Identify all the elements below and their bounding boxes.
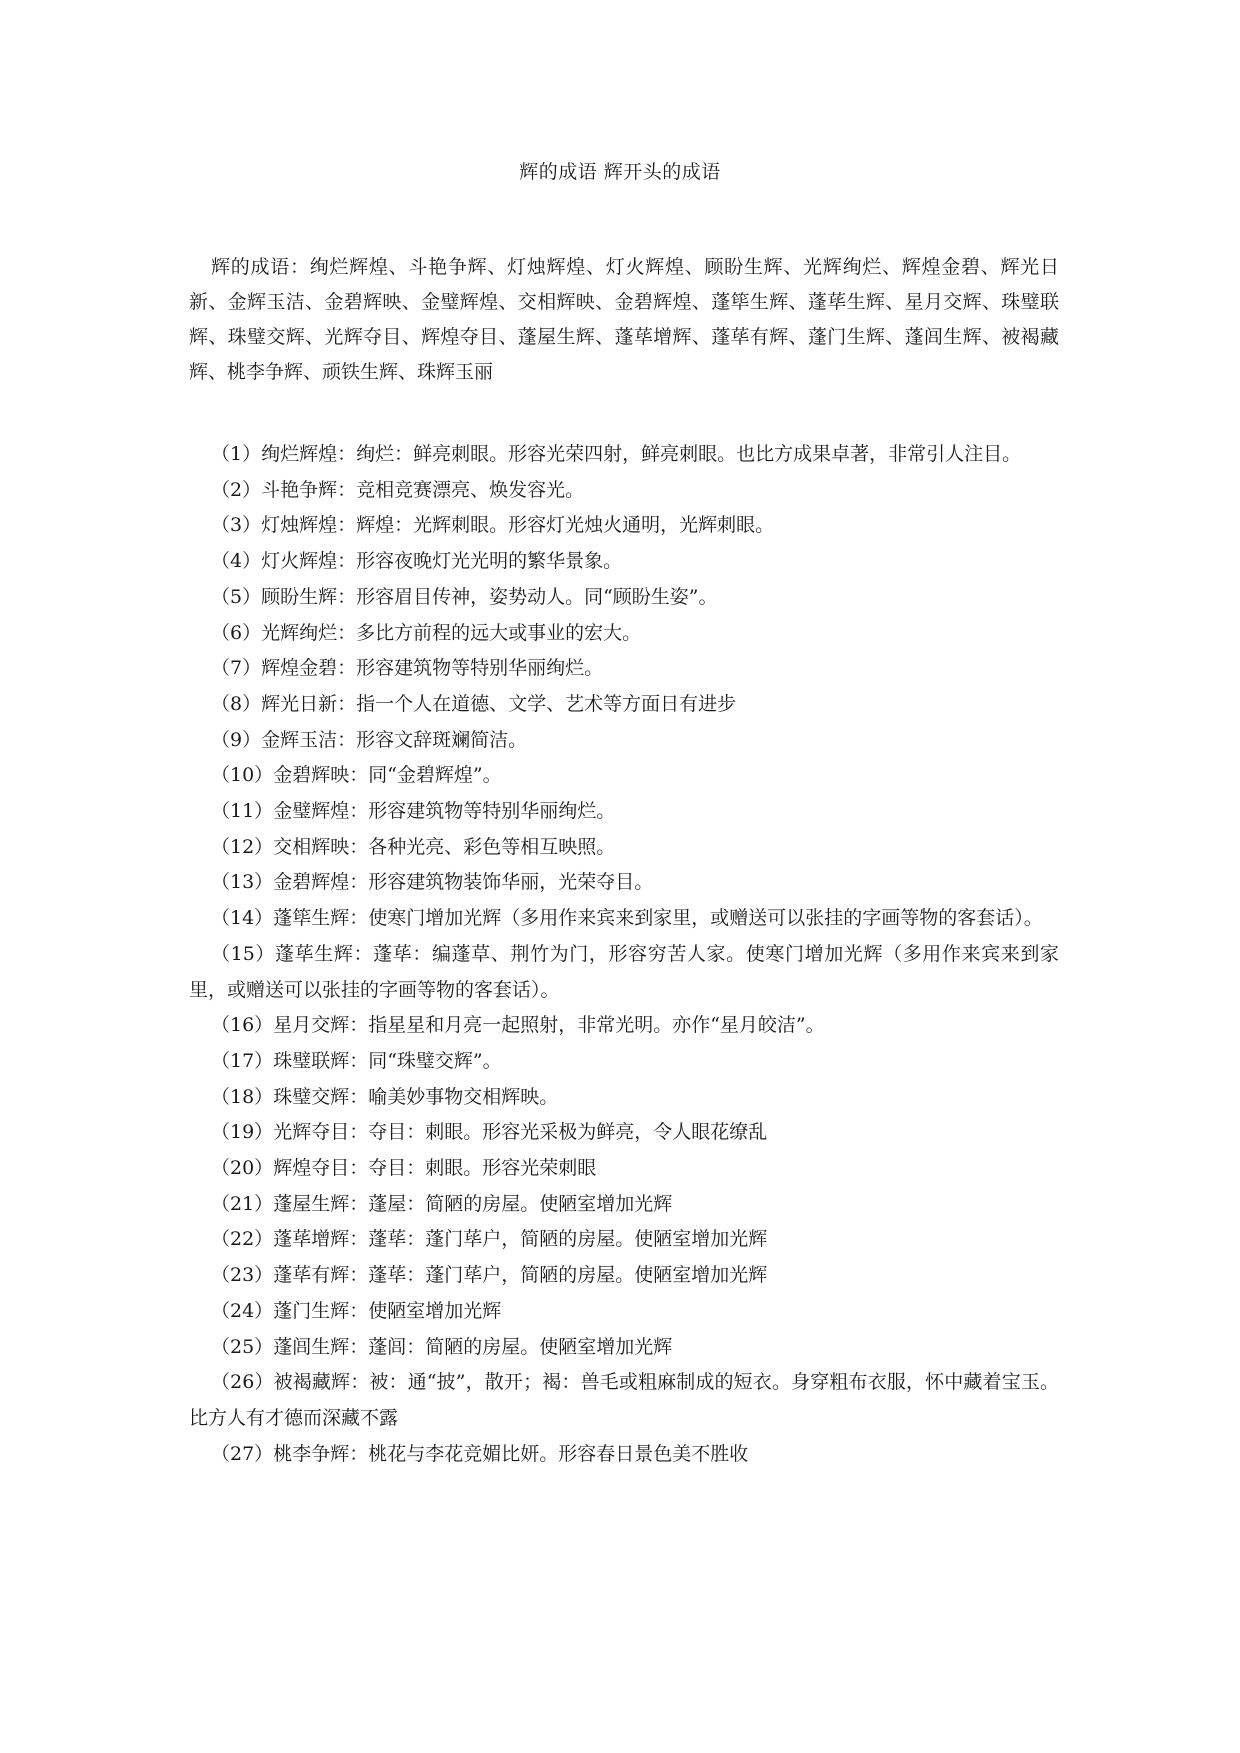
entry-text: 珠璧交辉：喻美妙事物交相辉映。 (273, 1085, 559, 1108)
entry-number: （17） (211, 1049, 274, 1072)
entry-text: 金璧辉煌：形容建筑物等特别华丽绚烂。 (273, 800, 616, 823)
entry-number: （9） (211, 728, 262, 751)
entry-text: 绚烂辉煌：绚烂：鲜亮刺眼。形容光荣四射，鲜亮刺眼。也比方成果卓著，非常引人注目。 (261, 443, 1022, 465)
entry-number: （15） (211, 942, 276, 965)
entry-number: （2） (211, 478, 262, 501)
list-item (189, 937, 1059, 1008)
intro-paragraph: 辉的成语：绚烂辉煌、斗艳争辉、灯烛辉煌、灯火辉煌、顾盼生辉、光辉绚烂、辉煌金碧、辉光日新、金辉玉洁、金碧辉映、金璧辉煌、交相辉映、金碧辉煌、蓬筚生辉、蓬荜生辉、星月交辉、珠璧联辉、珠璧交辉、光辉夺目、辉煌夺目、蓬屋生辉、蓬荜增辉、蓬荜有辉、蓬门生辉、蓬闾生辉、被褐藏辉、桃李争辉、顽铁生辉、珠辉玉丽 (189, 256, 1059, 383)
list-item (189, 580, 1059, 616)
entry-text: 蓬筚生辉：使寒门增加光辉（多用作来宾来到家里，或赠送可以张挂的字画等物的客套话）。 (273, 907, 1043, 930)
list-item (189, 865, 1059, 901)
list-item (189, 1437, 1059, 1473)
list-item (189, 1330, 1059, 1366)
entry-text: 交相辉映：各种光亮、彩色等相互映照。 (273, 835, 616, 858)
entry-number: （10） (211, 764, 274, 787)
list-item (189, 1258, 1059, 1294)
entry-text: 辉光日新：指一个人在道德、文学、艺术等方面日有进步 (261, 692, 737, 715)
entry-text: 蓬荜生辉：蓬荜：编蓬草、荆竹为门，形容穷苦人家。使寒门增加光辉（多用作来宾来到家里，或赠送可以张挂的字画等物的客套话）。 (189, 942, 1059, 1001)
entry-number: （21） (211, 1192, 274, 1215)
entry-text: 蓬荜增辉：蓬荜：蓬门荜户，简陋的房屋。使陋室增加光辉 (273, 1228, 768, 1251)
list-item (189, 687, 1059, 723)
entry-number: （7） (211, 657, 262, 680)
list-item (189, 794, 1059, 830)
entry-text: 顾盼生辉：形容眉目传神，姿势动人。同“顾盼生姿”。 (261, 585, 718, 608)
entry-number: （26） (211, 1371, 274, 1394)
entry-text: 光辉绚烂：多比方前程的远大或事业的宏大。 (261, 621, 642, 644)
entry-number: （3） (211, 514, 262, 537)
list-item (189, 616, 1059, 652)
list-item (189, 1008, 1059, 1044)
entry-text: 光辉夺目：夺目：刺眼。形容光采极为鲜亮，令人眼花缭乱 (273, 1121, 768, 1144)
list-item (189, 1151, 1059, 1187)
list-item (189, 508, 1059, 544)
entry-text: 金碧辉映：同“金碧辉煌”。 (273, 764, 502, 787)
list-item (189, 901, 1059, 937)
entry-number: （6） (211, 621, 262, 644)
entry-number: （19） (211, 1121, 274, 1144)
entry-number: （12） (211, 835, 274, 858)
list-item (189, 1365, 1059, 1436)
list-item (189, 1222, 1059, 1258)
entry-text: 斗艳争辉：竞相竞赛漂亮、焕发容光。 (261, 478, 585, 501)
list-item (189, 758, 1059, 794)
entry-text: 金碧辉煌：形容建筑物装饰华丽，光荣夺目。 (273, 871, 654, 894)
entry-text: 辉煌金碧：形容建筑物等特别华丽绚烂。 (261, 657, 604, 680)
entry-number: （16） (211, 1014, 274, 1037)
list-item (189, 544, 1059, 580)
entry-text: 珠璧联辉：同“珠璧交辉”。 (273, 1049, 502, 1072)
entry-number: （18） (211, 1085, 274, 1108)
list-item (189, 1115, 1059, 1151)
entry-text: 桃李争辉：桃花与李花竞媚比妍。形容春日景色美不胜收 (273, 1442, 749, 1465)
entry-text: 被褐藏辉：被：通“披”，散开；褐：兽毛或粗麻制成的短衣。身穿粗布衣服，怀中藏着宝玉。比方人有才德而深藏不露 (189, 1371, 1059, 1429)
entry-number: （5） (211, 585, 262, 608)
entry-number: （13） (211, 871, 274, 894)
list-item (189, 830, 1059, 866)
entry-text: 蓬荜有辉：蓬荜：蓬门荜户，简陋的房屋。使陋室增加光辉 (273, 1264, 768, 1287)
list-item (189, 1294, 1059, 1330)
entry-number: （23） (211, 1264, 274, 1287)
entry-number: （14） (211, 907, 274, 930)
entry-text: 灯烛辉煌：辉煌：光辉刺眼。形容灯光烛火通明，光辉刺眼。 (261, 514, 775, 537)
entry-text: 星月交辉：指星星和月亮一起照射，非常光明。亦作“星月皎洁”。 (273, 1014, 825, 1037)
entry-number: （20） (211, 1157, 274, 1180)
entry-number: （1） (211, 443, 262, 465)
list-item (189, 1187, 1059, 1223)
entry-text: 辉煌夺目：夺目：刺眼。形容光荣刺眼 (273, 1157, 597, 1180)
entry-number: （8） (211, 692, 262, 715)
list-item (189, 473, 1059, 509)
page-title: 辉的成语 辉开头的成语 (519, 161, 721, 183)
entry-text: 蓬屋生辉：蓬屋：简陋的房屋。使陋室增加光辉 (273, 1192, 673, 1215)
entry-text: 金辉玉洁：形容文辞斑斓简洁。 (261, 728, 528, 751)
entry-number: （25） (211, 1335, 274, 1358)
entry-number: （22） (211, 1228, 274, 1251)
entry-number: （4） (211, 550, 262, 573)
list-item (189, 437, 1059, 473)
entry-number: （11） (211, 800, 274, 823)
list-item (189, 1044, 1059, 1080)
list-item (189, 651, 1059, 687)
list-item (189, 1080, 1059, 1116)
entry-text: 蓬门生辉：使陋室增加光辉 (273, 1299, 502, 1322)
list-item (189, 723, 1059, 759)
idiom-list (189, 437, 1059, 1472)
entry-number: （27） (211, 1442, 274, 1465)
entry-number: （24） (211, 1299, 274, 1322)
entry-text: 蓬闾生辉：蓬闾：简陋的房屋。使陋室增加光辉 (273, 1335, 673, 1358)
entry-text: 灯火辉煌：形容夜晚灯光光明的繁华景象。 (261, 550, 623, 573)
